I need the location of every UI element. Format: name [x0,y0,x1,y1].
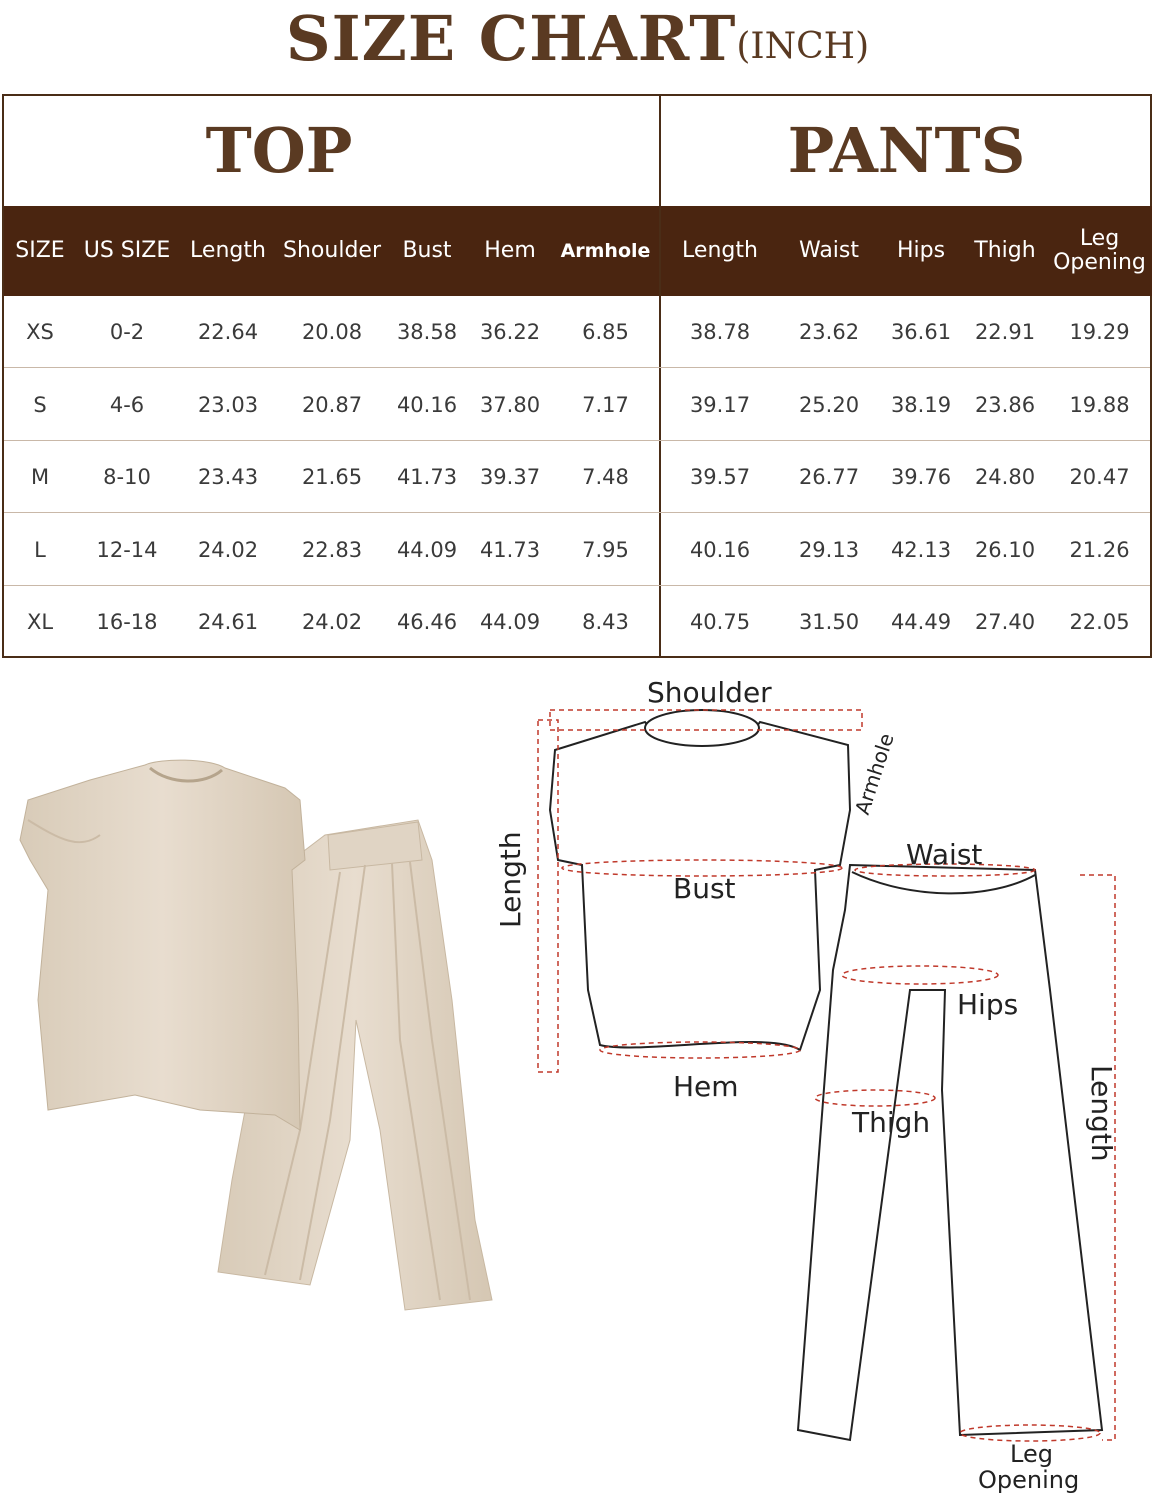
pants-cell: 29.13 [798,537,860,562]
col-us-size: US SIZE [83,238,171,263]
label-bust: Bust [673,872,736,905]
top-heading: TOP [205,114,353,187]
product-photo [0,660,500,1500]
pants-cell: 36.61 [890,320,952,344]
col-waist: Waist [798,238,860,263]
col-armhole: Armhole [560,240,651,262]
top-cell: 16-18 [96,610,158,634]
label-leg-opening-2: Opening [978,1466,1080,1494]
pants-header-row [661,206,1152,296]
pants-cell: 19.88 [1069,392,1130,417]
pants-cell: 22.91 [974,320,1036,344]
label-hem: Hem [673,1070,739,1103]
pants-cell: 39.57 [689,465,751,489]
pants-cell: 20.47 [1069,465,1130,489]
top-cell: 41.73 [396,465,458,489]
col-shoulder: Shoulder [283,238,381,263]
top-cell: 0-2 [109,320,145,344]
label-pants-length: Length [1085,1065,1118,1162]
pants-heading: PANTS [787,114,1026,187]
top-cell: 4-6 [109,392,145,417]
table-row [4,586,1150,658]
col-top-length: Length [190,238,266,263]
top-cell: L [34,537,46,562]
pants-cell: 22.05 [1069,610,1130,634]
top-cell: 21.65 [301,465,363,489]
top-cell: 37.80 [479,392,541,417]
top-header-row [4,206,659,296]
top-cell: 23.03 [197,392,259,417]
pants-cell: 38.19 [890,392,952,417]
top-cell: 7.17 [582,392,629,417]
table-row [4,296,1150,368]
top-cell: 7.48 [582,465,629,489]
top-cell: 24.61 [197,610,259,634]
label-thigh: Thigh [852,1106,931,1139]
pants-cell: 26.77 [798,465,860,489]
pants-cell: 25.20 [798,392,860,417]
label-waist: Waist [906,838,983,871]
top-cell: 38.58 [396,320,458,344]
label-hips: Hips [957,988,1019,1021]
top-cell: 40.16 [396,392,458,417]
pants-cell: 40.75 [689,610,751,634]
pants-cell: 27.40 [974,610,1036,634]
top-cell: 22.83 [301,537,363,562]
top-cell: 44.09 [479,610,541,634]
top-cell: XL [26,610,54,634]
col-leg-opening: Leg Opening [1053,226,1146,275]
top-cell: 36.22 [479,320,541,344]
pants-cell: 24.80 [974,465,1036,489]
pants-cell: 19.29 [1069,320,1130,344]
table-row [4,441,1150,513]
col-bust: Bust [402,238,452,263]
title-main: SIZE CHART [285,2,737,75]
table-row [4,369,1150,441]
top-cell: 44.09 [396,537,458,562]
top-cell: XS [26,320,54,344]
top-cell: 41.73 [479,537,541,562]
top-cell: 39.37 [479,465,541,489]
pants-cell: 23.86 [974,392,1036,417]
pants-cell: 31.50 [798,610,860,634]
top-cell: M [30,465,50,489]
title-unit: (INCH) [736,26,870,67]
label-shoulder: Shoulder [647,676,772,709]
size-chart-title [0,0,1155,80]
pants-cell: 26.10 [974,537,1036,562]
col-size: SIZE [15,238,65,263]
top-cell: 6.85 [582,320,629,344]
pants-cell: 44.49 [890,610,952,634]
top-cell: 8.43 [582,610,629,634]
top-cell: 24.02 [301,610,363,634]
measurement-diagram [490,660,1155,1500]
top-cell: 24.02 [197,537,259,562]
pants-cell: 39.17 [689,392,751,417]
pants-cell: 38.78 [689,320,751,344]
col-hips: Hips [896,238,946,263]
pants-cell: 39.76 [890,465,952,489]
pants-cell: 21.26 [1069,537,1130,562]
col-thigh: Thigh [974,238,1036,263]
top-cell: S [33,392,47,417]
pants-cell: 40.16 [689,537,751,562]
col-hem: Hem [484,238,536,263]
top-cell: 7.95 [582,537,629,562]
label-top-length: Length [494,831,527,928]
size-table [2,94,1152,658]
top-cell: 8-10 [103,465,151,489]
top-cell: 12-14 [96,537,158,562]
top-cell: 20.87 [301,392,363,417]
pants-cell: 23.62 [798,320,860,344]
top-cell: 46.46 [396,610,458,634]
pants-cell: 42.13 [890,537,952,562]
col-pants-length: Length [682,238,758,263]
table-row [4,514,1150,586]
label-leg-opening-1: Leg [1010,1440,1053,1468]
top-cell: 23.43 [197,465,259,489]
label-armhole: Armhole [850,730,899,818]
top-cell: 22.64 [197,320,259,344]
top-cell: 20.08 [301,320,363,344]
